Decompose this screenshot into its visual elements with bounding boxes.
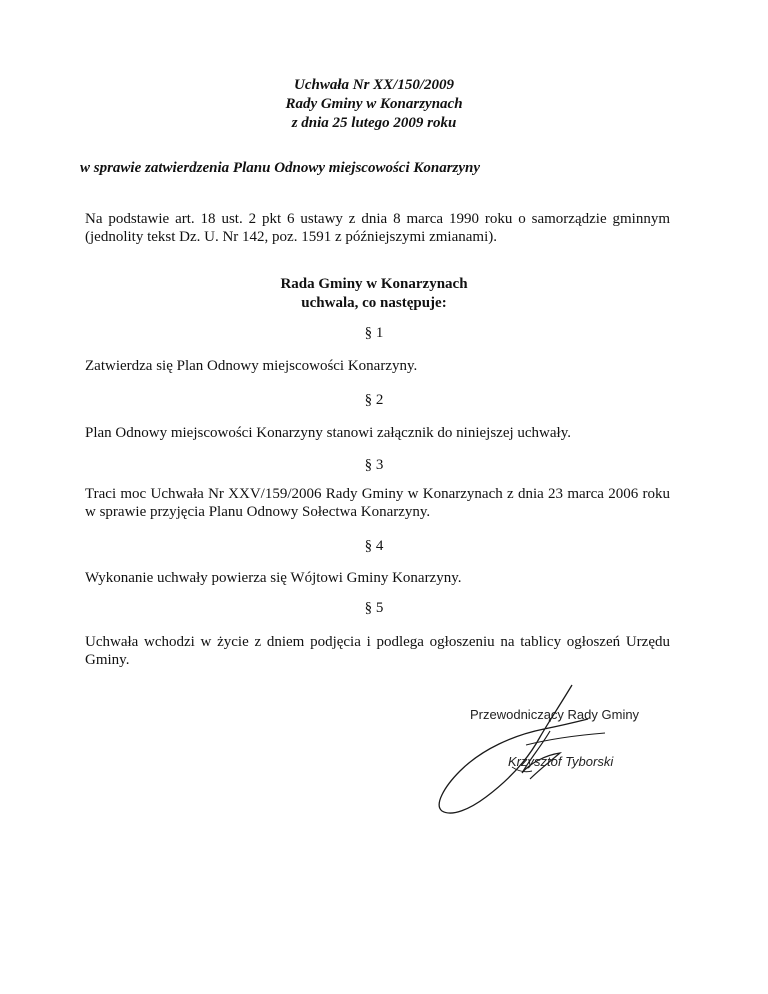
section-mark-5: § 5 [364,600,384,616]
resolving-body: Rada Gminy w Konarzynach [280,276,468,292]
section-mark-2: § 2 [364,392,384,408]
section-mark-4: § 4 [364,538,384,554]
section-text-2: Plan Odnowy miejscowości Konarzyny stanowi załącznik do niniejszej uchwały. [85,425,571,441]
resolving-clause: uchwala, co następuje: [301,295,447,311]
section-mark-1: § 1 [364,325,384,341]
section-text-5: Uchwała wchodzi w życie z dniem podjęcia i podlega ogłoszeniu na tablicy ogłoszeń Urzędu Gminy. [85,634,670,668]
stamp-name: Krzysztof Tyborski [508,754,614,769]
section-text-1: Zatwierdza się Plan Odnowy miejscowości Konarzyny. [85,358,418,374]
legal-basis-paragraph: Na podstawie art. 18 ust. 2 pkt 6 ustawy z dnia 8 marca 1990 roku o samorządzie gminnym (jednolity tekst Dz. U. Nr 142, poz. 1591 z późniejszymi zmianami). [85,211,670,245]
section-text-3: Traci moc Uchwała Nr XXV/159/2006 Rady Gminy w Konarzynach z dnia 23 marca 2006 roku w sprawie przyjęcia Planu Odnowy Sołectwa Konarzyny. [85,486,670,520]
section-text-4: Wykonanie uchwały powierza się Wójtowi Gminy Konarzyny. [85,570,462,586]
resolution-number: Uchwała Nr XX/150/2009 [293,77,455,93]
resolution-date: z dnia 25 lutego 2009 roku [291,115,457,131]
resolution-subject: w sprawie zatwierdzenia Planu Odnowy miejscowości Konarzyny [80,160,481,176]
handwritten-signature [430,675,640,825]
council-name: Rady Gminy w Konarzynach [285,96,463,112]
stamp-title: Przewodniczący Rady Gminy [470,707,640,722]
section-mark-3: § 3 [364,457,384,473]
